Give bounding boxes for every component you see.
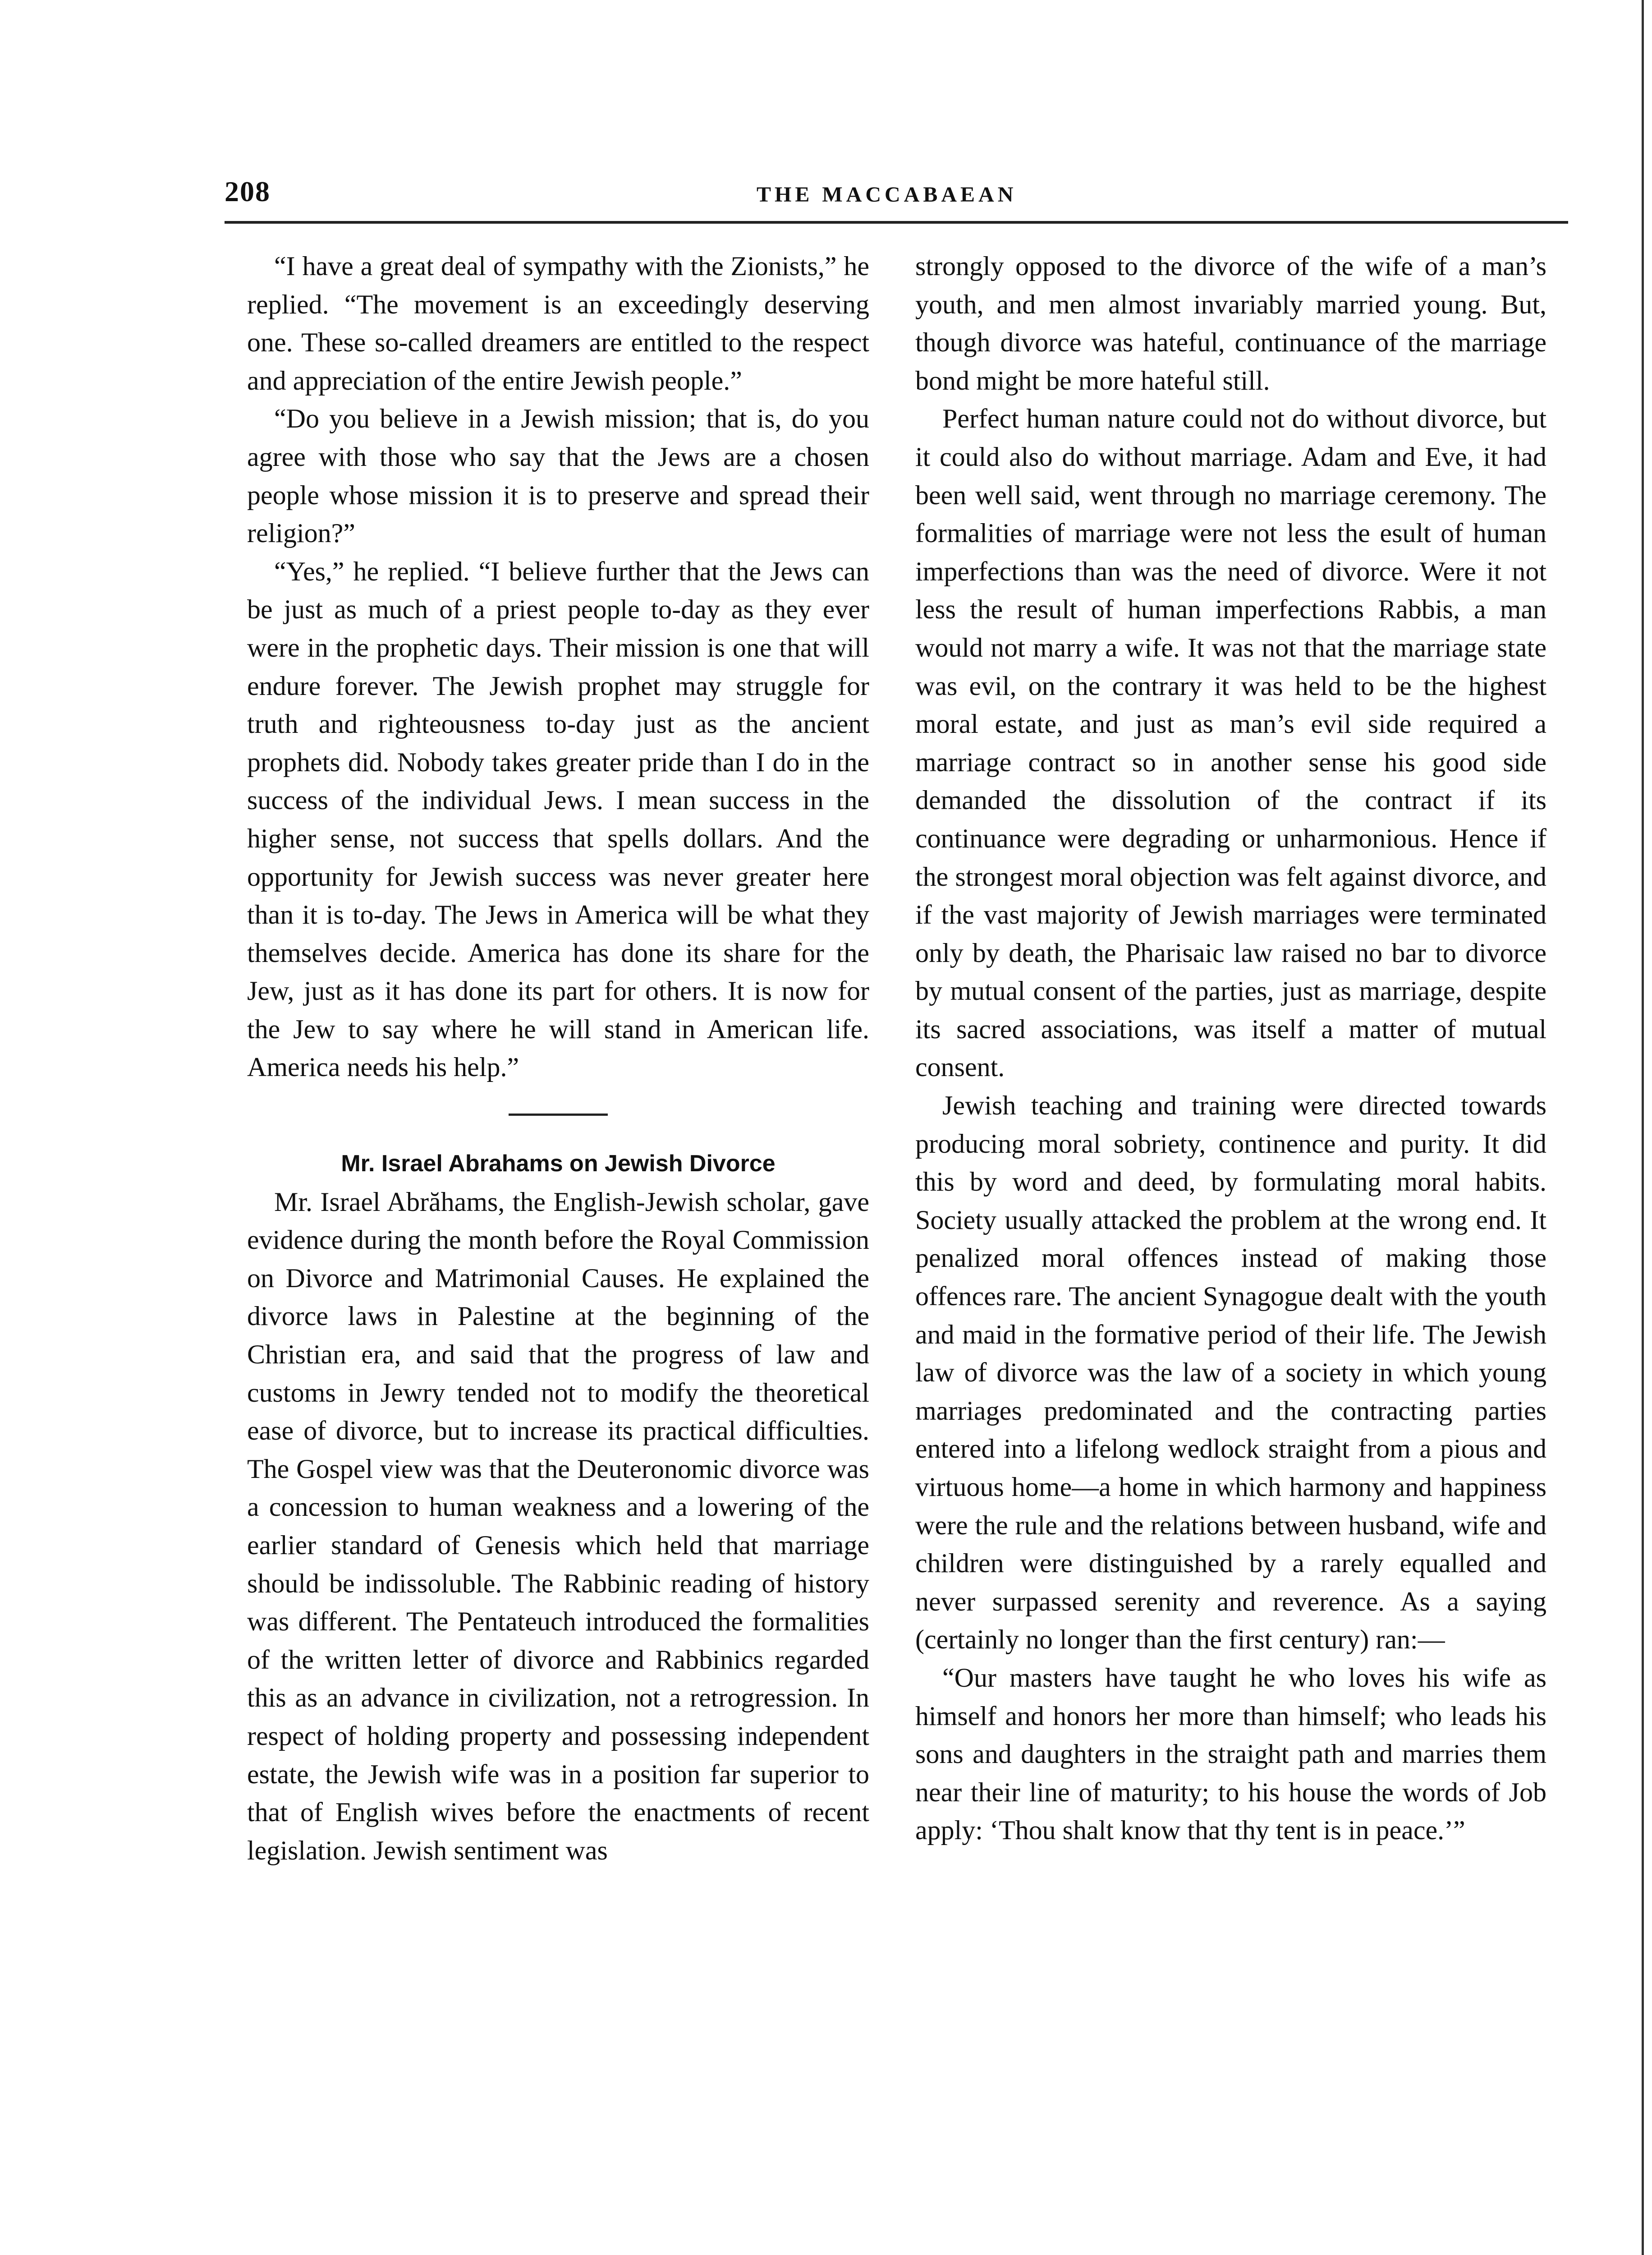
header-rule xyxy=(225,221,1568,224)
interview-paragraph: “I have a great deal of sympathy with the Zionists,” he replied. “The movement is an exceedingly deserving one. These so-called dreamers are entitled to the respect and appreciation of the entire Jewish people.” xyxy=(247,251,869,396)
interview-paragraph: “Do you believe in a Jewish mission; that is, do you agree with those who say that the Jews are a chosen people whose mission it is to preserve and spread their religion?” xyxy=(247,404,869,548)
article-paragraph: “Our masters have taught he who loves his wife as himself and honors her more than himself; who leads his sons and daughters in the straight path and marries them near their line of maturity; to his house the words of Job apply: ‘Thou shalt know that thy tent is in peace.’” xyxy=(915,1662,1546,1845)
article-paragraph: Perfect human nature could not do without divorce, but it could also do without marriage. Adam and Eve, it had been well said, went through no marriage ceremony. The formalities of marriage were not less the esult of human imperfections than was the need of divorce. Were it not less the result of human imperfections Rabbis, a man would not marry a wife. It was not that the marriage state was evil, on the contrary it was held to be the highest moral estate, and just as man’s evil side required a marriage contract so in another sense his good side demanded the dissolution of the contract if its continuance were degrading or unharmonious. Hence if the strongest moral objection was felt against divorce, and if the vast majority of Jewish marriages were terminated only by death, the Pharisaic law raised no bar to divorce by mutual consent of the parties, just as marriage, despite its sacred associations, was itself a matter of mutual consent. xyxy=(915,404,1546,1082)
page-edge xyxy=(1642,0,1644,2255)
article-paragraph: Jewish teaching and training were directed towards producing moral sobriety, continence and purity. It did this by word and deed, by formulating moral habits. Society usually attacked the problem at the wrong end. It penalized moral offences instead of making those offences rare. The ancient Synagogue dealt with the youth and maid in the formative period of their life. The Jewish law of divorce was the law of a society in which young marriages predominated and the contracting parties entered into a lifelong wedlock straight from a pious and virtuous home—a home in which harmony and happiness were the rule and the relations between husband, wife and children were distinguished by a rarely equalled and never surpassed serenity and reverence. As a saying (certainly no longer than the first century) ran:— xyxy=(915,1091,1546,1655)
article-paragraph: Mr. Israel Abrăhams, the English-Jewish scholar, gave evidence during the month before the Royal Commission on Divorce and Matrimonial Causes. He explained the divorce laws in Palestine at the beginning of the Christian era, and said that the progress of law and customs in Jewry tended not to modify the theoretical ease of divorce, but to increase its practical difficulties. The Gospel view was that the Deuteronomic divorce was a concession to human weakness and a lowering of the earlier standard of Genesis which held that marriage should be indissoluble. The Rabbinic reading of history was different. The Pentateuch introduced the formalities of the written letter of divorce and Rabbinics regarded this as an advance in civilization, not a retrogression. In respect of holding property and possessing independent estate, the Jewish wife was in a position far superior to that of English wives before the enactments of recent legislation. Jewish sentiment was xyxy=(247,1187,869,1865)
page-header xyxy=(225,175,1568,225)
right-column xyxy=(915,247,1546,1850)
section-divider xyxy=(509,1114,608,1116)
section-heading: Mr. Israel Abrahams on Jewish Divorce xyxy=(341,1151,776,1177)
interview-paragraph: “Yes,” he replied. “I believe further that the Jews can be just as much of a priest people to-day as they ever were in the prophetic days. Their mission is one that will endure forever. The Jewish prophet may struggle for truth and righteousness to-day just as the ancient prophets did. Nobody takes greater pride than I do in the success of the individual Jews. I mean success in the higher sense, not success that spells dollars. And the opportunity for Jewish success was never greater here than it is to-day. The Jews in America will be what they themselves decide. America has done its share for the Jew, just as it has done its part for others. It is now for the Jew to say where he will stand in American life. America needs his help.” xyxy=(247,556,869,1082)
page-number: 208 xyxy=(225,175,271,207)
article-paragraph: strongly opposed to the divorce of the wife of a man’s youth, and men almost invariably married young. But, though divorce was hateful, continuance of the marriage bond might be more hateful still. xyxy=(915,251,1546,396)
left-column xyxy=(247,247,869,1869)
running-title: THE MACCABAEAN xyxy=(757,183,1017,207)
